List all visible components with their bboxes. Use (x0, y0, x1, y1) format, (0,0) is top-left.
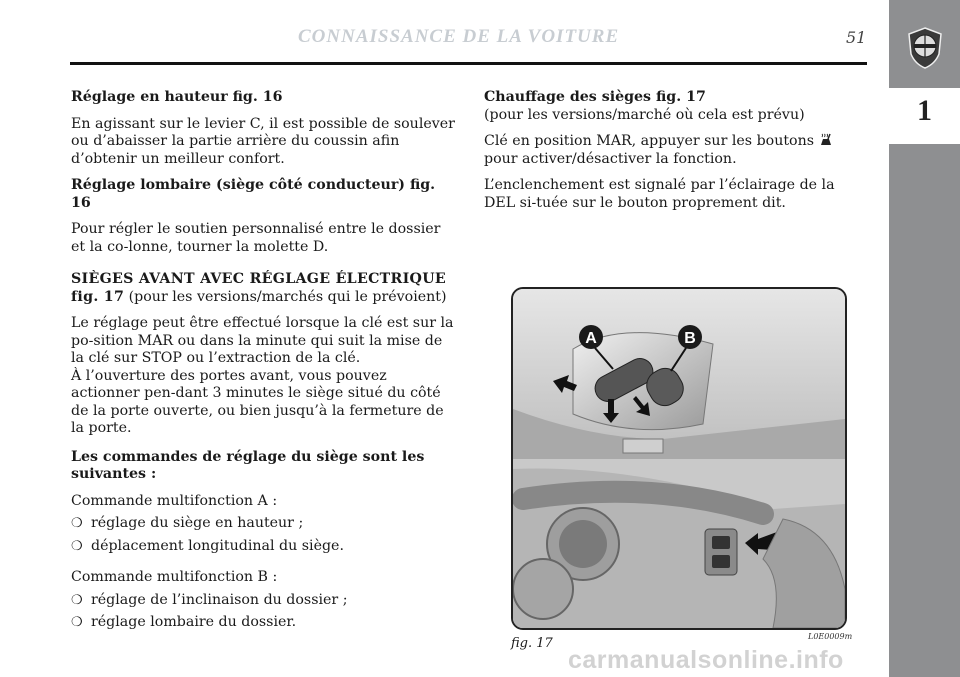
list-item: ❍ déplacement longitudinal du siège. (71, 537, 344, 554)
header-title: CONNAISSANCE DE LA VOITURE (298, 26, 620, 47)
figure-caption: fig. 17 (511, 636, 553, 651)
figure-seat-controls (511, 287, 847, 630)
watermark: carmanualsonline.info (568, 646, 844, 674)
section-text-electric-2: À l’ouverture des portes avant, vous pouvez actionner pen-dant 3 minutes le siège situé du côté de la porte ouverte, ou bien jusqu’à la fermeture de la porte. (71, 367, 444, 436)
list-item: ❍ réglage du siège en hauteur ; (71, 515, 304, 531)
right-column (484, 89, 868, 212)
chapter-side-tab (889, 0, 960, 677)
seat-controls-illustration (513, 289, 845, 628)
command-b-intro: Commande multifonction B : (71, 569, 278, 585)
left-column (71, 89, 455, 632)
figure-code: L0E0009m (808, 632, 853, 641)
page-number: 51 (846, 28, 867, 47)
figure-label-b: B (684, 330, 696, 347)
section-heading-seat-heating: Chauffage des sièges fig. 17 (484, 89, 706, 105)
section-heading-controls: Les commandes de réglage du siège sont les suivantes : (71, 448, 425, 482)
chapter-number: 1 (917, 94, 932, 127)
electric-heading-fig: fig. 17 (71, 288, 125, 305)
lancia-logo-icon (905, 26, 945, 70)
bullet-icon: ❍ (71, 592, 83, 608)
figure-label-a: A (585, 330, 597, 347)
list-item: ❍ réglage lombaire du dossier. (71, 614, 297, 630)
section-text-lumbar: Pour régler le soutien personnalisé entre le dossier et la co-lonne, tourner la molette D. (71, 221, 441, 255)
seat-heating-availability: (pour les versions/marché où cela est prévu) (484, 106, 805, 123)
bullet-icon: ❍ (71, 538, 83, 554)
bullet-icon: ❍ (71, 615, 83, 630)
list-item: ❍ réglage de l’inclinaison du dossier ; (71, 591, 348, 608)
section-text-electric-1: Le réglage peut être effectué lorsque la clé est sur la po-sition MAR ou dans la minute qui suit la mise de la clé sur STOP ou l’extraction de la clé. (71, 315, 454, 366)
seat-heating-text-1: Clé en position MAR, appuyer sur les boutons pour activer/désactiver la fonction. (484, 133, 868, 168)
electric-heading-title: SIÈGES AVANT AVEC RÉGLAGE ÉLECTRIQUE (71, 271, 446, 287)
command-a-intro: Commande multifonction A : (71, 492, 278, 509)
seat-heating-icon (819, 133, 833, 146)
header-divider (70, 62, 867, 65)
bullet-icon: ❍ (71, 516, 83, 531)
seat-heating-text-2: L’enclenchement est signalé par l’éclairage de la DEL si-tuée sur le bouton proprement dit. (484, 177, 835, 211)
section-text-height: En agissant sur le levier C, il est possible de soulever ou d’abaisser la partie arrière du coussin afin d’obtenir un meilleur confort. (71, 115, 455, 167)
section-heading-electric (71, 271, 455, 306)
electric-heading-note: (pour les versions/marchés qui le prévoient) (124, 288, 447, 305)
section-heading-lumbar: Réglage lombaire (siège côté conducteur) fig. 16 (71, 177, 436, 211)
section-heading-height: Réglage en hauteur fig. 16 (71, 89, 283, 105)
